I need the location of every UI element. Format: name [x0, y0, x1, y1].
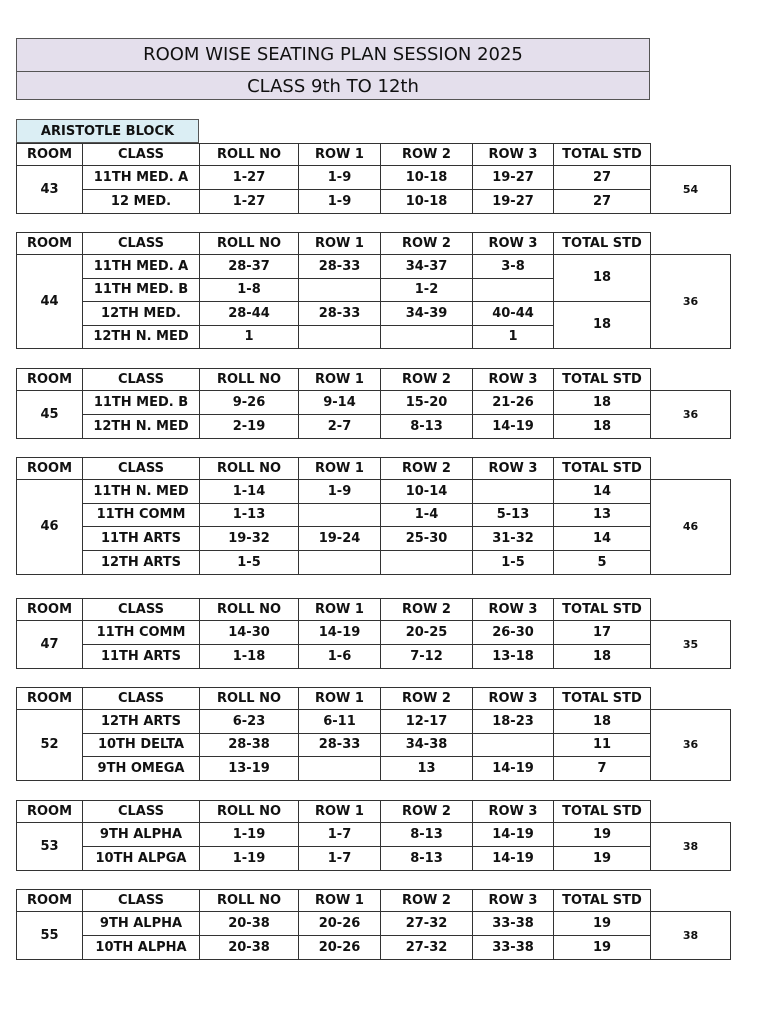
table-row: [17, 302, 731, 326]
table-row: [17, 645, 731, 669]
column-header: ROLL NO: [200, 233, 299, 255]
room-table-45: [16, 368, 731, 439]
page-subtitle: CLASS 9th TO 12th: [247, 76, 419, 97]
class-cell: 11TH MED. B: [83, 391, 200, 415]
total-std-cell: 14: [554, 480, 651, 504]
row1-cell: [299, 504, 381, 527]
column-header: TOTAL STD: [554, 890, 651, 912]
column-header: ROW 3: [473, 801, 554, 823]
header-spacer: [651, 599, 731, 621]
room-number: 46: [17, 480, 83, 575]
column-header: ROOM: [17, 369, 83, 391]
column-header: ROW 3: [473, 233, 554, 255]
class-cell: 10TH DELTA: [83, 734, 200, 757]
table-row: [17, 391, 731, 415]
room-table-52: [16, 687, 731, 781]
row3-cell: 18-23: [473, 710, 554, 734]
room-number: 44: [17, 255, 83, 349]
header-spacer: [651, 890, 731, 912]
row1-cell: 19-24: [299, 527, 381, 551]
row2-cell: 12-17: [381, 710, 473, 734]
column-header: ROW 1: [299, 233, 381, 255]
row3-cell: [473, 279, 554, 302]
class-cell: 11TH ARTS: [83, 527, 200, 551]
row3-cell: 13-18: [473, 645, 554, 669]
column-header: ROW 2: [381, 144, 473, 166]
row3-cell: 33-38: [473, 912, 554, 936]
class-cell: 11TH ARTS: [83, 645, 200, 669]
class-cell: 10TH ALPGA: [83, 847, 200, 871]
total-std-cell: 19: [554, 936, 651, 960]
column-header: ROLL NO: [200, 599, 299, 621]
row3-cell: [473, 734, 554, 757]
column-header: ROW 3: [473, 458, 554, 480]
roll-no-cell: 1-27: [200, 166, 299, 190]
column-header: CLASS: [83, 458, 200, 480]
class-cell: 11TH MED. A: [83, 166, 200, 190]
column-header: ROW 1: [299, 890, 381, 912]
row3-cell: 21-26: [473, 391, 554, 415]
room-number: 45: [17, 391, 83, 439]
row1-cell: 1-7: [299, 823, 381, 847]
class-cell: 12TH N. MED: [83, 415, 200, 439]
table-row: [17, 936, 731, 960]
column-header: TOTAL STD: [554, 688, 651, 710]
room-total: 38: [651, 823, 731, 871]
table-row: [17, 415, 731, 439]
page-title: ROOM WISE SEATING PLAN SESSION 2025: [17, 39, 649, 72]
table-row: [17, 847, 731, 871]
column-header: CLASS: [83, 801, 200, 823]
row1-cell: 1-9: [299, 480, 381, 504]
column-header: TOTAL STD: [554, 801, 651, 823]
roll-no-cell: 1-18: [200, 645, 299, 669]
roll-no-cell: 2-19: [200, 415, 299, 439]
column-header: ROW 3: [473, 599, 554, 621]
column-header: ROW 1: [299, 688, 381, 710]
table-row: [17, 504, 731, 527]
row1-cell: [299, 326, 381, 349]
total-std-cell: 5: [554, 551, 651, 575]
row2-cell: [381, 326, 473, 349]
column-header: ROW 2: [381, 233, 473, 255]
column-header: ROW 1: [299, 144, 381, 166]
room-table-55: [16, 889, 731, 960]
column-header: ROW 2: [381, 458, 473, 480]
row2-cell: 8-13: [381, 415, 473, 439]
room-table-46: [16, 457, 731, 575]
roll-no-cell: 1-19: [200, 847, 299, 871]
column-header: ROW 3: [473, 144, 554, 166]
table-row: [17, 255, 731, 279]
row1-cell: 20-26: [299, 936, 381, 960]
row1-cell: 28-33: [299, 302, 381, 326]
row1-cell: [299, 757, 381, 781]
class-cell: 11TH MED. B: [83, 279, 200, 302]
row1-cell: [299, 279, 381, 302]
title-box: [16, 38, 650, 100]
roll-no-cell: 1-8: [200, 279, 299, 302]
room-table-44: [16, 232, 731, 349]
row2-cell: 10-14: [381, 480, 473, 504]
row2-cell: 34-39: [381, 302, 473, 326]
room-total: 54: [651, 166, 731, 214]
column-header: ROW 1: [299, 369, 381, 391]
class-cell: 11TH COMM: [83, 621, 200, 645]
table-row: [17, 527, 731, 551]
class-cell: 12TH N. MED: [83, 326, 200, 349]
table-row: [17, 734, 731, 757]
roll-no-cell: 1: [200, 326, 299, 349]
roll-no-cell: 19-32: [200, 527, 299, 551]
row3-cell: 1-5: [473, 551, 554, 575]
row2-cell: 34-37: [381, 255, 473, 279]
row2-cell: 8-13: [381, 847, 473, 871]
row1-cell: 9-14: [299, 391, 381, 415]
room-number: 53: [17, 823, 83, 871]
column-header: ROW 3: [473, 369, 554, 391]
column-header: ROW 2: [381, 801, 473, 823]
column-header: ROW 3: [473, 688, 554, 710]
header-spacer: [651, 369, 731, 391]
column-header: ROOM: [17, 458, 83, 480]
roll-no-cell: 6-23: [200, 710, 299, 734]
row3-cell: 14-19: [473, 823, 554, 847]
header-spacer: [651, 458, 731, 480]
room-total: 36: [651, 391, 731, 439]
column-header: TOTAL STD: [554, 233, 651, 255]
column-header: ROW 2: [381, 369, 473, 391]
row1-cell: 20-26: [299, 912, 381, 936]
row3-cell: 19-27: [473, 166, 554, 190]
row2-cell: 34-38: [381, 734, 473, 757]
row2-cell: 27-32: [381, 912, 473, 936]
class-cell: 9TH ALPHA: [83, 912, 200, 936]
total-std-cell: 19: [554, 847, 651, 871]
roll-no-cell: 13-19: [200, 757, 299, 781]
column-header: ROOM: [17, 801, 83, 823]
column-header: ROW 1: [299, 801, 381, 823]
column-header: ROLL NO: [200, 369, 299, 391]
table-row: [17, 166, 731, 190]
row1-cell: 1-9: [299, 166, 381, 190]
column-header: ROLL NO: [200, 890, 299, 912]
row2-cell: 8-13: [381, 823, 473, 847]
column-header: ROOM: [17, 144, 83, 166]
row3-cell: 26-30: [473, 621, 554, 645]
table-row: [17, 823, 731, 847]
row2-cell: 1-2: [381, 279, 473, 302]
class-cell: 11TH MED. A: [83, 255, 200, 279]
column-header: CLASS: [83, 599, 200, 621]
table-row: [17, 621, 731, 645]
column-header: TOTAL STD: [554, 144, 651, 166]
row3-cell: 40-44: [473, 302, 554, 326]
column-header: ROOM: [17, 599, 83, 621]
room-number: 55: [17, 912, 83, 960]
class-cell: 9TH OMEGA: [83, 757, 200, 781]
row2-cell: 15-20: [381, 391, 473, 415]
header-spacer: [651, 144, 731, 166]
table-row: [17, 757, 731, 781]
class-cell: 12TH MED.: [83, 302, 200, 326]
room-total: 36: [651, 710, 731, 781]
column-header: ROOM: [17, 233, 83, 255]
column-header: ROW 2: [381, 890, 473, 912]
room-number: 43: [17, 166, 83, 214]
roll-no-cell: 1-14: [200, 480, 299, 504]
roll-no-cell: 1-19: [200, 823, 299, 847]
roll-no-cell: 20-38: [200, 912, 299, 936]
total-std-cell: 18: [554, 255, 651, 302]
class-cell: 12TH ARTS: [83, 710, 200, 734]
row2-cell: 25-30: [381, 527, 473, 551]
row3-cell: 3-8: [473, 255, 554, 279]
row1-cell: 28-33: [299, 255, 381, 279]
class-cell: 11TH N. MED: [83, 480, 200, 504]
row3-cell: 19-27: [473, 190, 554, 214]
column-header: ROW 2: [381, 599, 473, 621]
block-label: ARISTOTLE BLOCK: [16, 119, 199, 143]
class-cell: 11TH COMM: [83, 504, 200, 527]
row1-cell: [299, 551, 381, 575]
room-table-47: [16, 598, 731, 669]
column-header: ROW 1: [299, 599, 381, 621]
row1-cell: 14-19: [299, 621, 381, 645]
column-header: CLASS: [83, 688, 200, 710]
table-row: [17, 912, 731, 936]
header-spacer: [651, 688, 731, 710]
row3-cell: 33-38: [473, 936, 554, 960]
column-header: TOTAL STD: [554, 369, 651, 391]
total-std-cell: 18: [554, 391, 651, 415]
class-cell: 9TH ALPHA: [83, 823, 200, 847]
column-header: CLASS: [83, 369, 200, 391]
row1-cell: 2-7: [299, 415, 381, 439]
total-std-cell: 27: [554, 166, 651, 190]
header-spacer: [651, 233, 731, 255]
column-header: ROLL NO: [200, 458, 299, 480]
class-cell: 12 MED.: [83, 190, 200, 214]
row3-cell: 1: [473, 326, 554, 349]
total-std-cell: 19: [554, 912, 651, 936]
roll-no-cell: 14-30: [200, 621, 299, 645]
column-header: ROOM: [17, 890, 83, 912]
row3-cell: 5-13: [473, 504, 554, 527]
row2-cell: 10-18: [381, 190, 473, 214]
total-std-cell: 7: [554, 757, 651, 781]
column-header: CLASS: [83, 144, 200, 166]
class-cell: 10TH ALPHA: [83, 936, 200, 960]
row2-cell: 10-18: [381, 166, 473, 190]
row1-cell: 1-7: [299, 847, 381, 871]
row1-cell: 28-33: [299, 734, 381, 757]
roll-no-cell: 28-37: [200, 255, 299, 279]
row2-cell: 7-12: [381, 645, 473, 669]
total-std-cell: 18: [554, 645, 651, 669]
row3-cell: 14-19: [473, 757, 554, 781]
room-total: 35: [651, 621, 731, 669]
total-std-cell: 18: [554, 415, 651, 439]
room-total: 36: [651, 255, 731, 349]
total-std-cell: 27: [554, 190, 651, 214]
roll-no-cell: 20-38: [200, 936, 299, 960]
column-header: ROLL NO: [200, 688, 299, 710]
row3-cell: [473, 480, 554, 504]
table-row: [17, 190, 731, 214]
roll-no-cell: 1-13: [200, 504, 299, 527]
row2-cell: 13: [381, 757, 473, 781]
row1-cell: 1-6: [299, 645, 381, 669]
row3-cell: 14-19: [473, 415, 554, 439]
column-header: ROW 3: [473, 890, 554, 912]
row3-cell: 31-32: [473, 527, 554, 551]
column-header: ROLL NO: [200, 144, 299, 166]
row1-cell: 6-11: [299, 710, 381, 734]
column-header: CLASS: [83, 233, 200, 255]
room-total: 38: [651, 912, 731, 960]
header-spacer: [651, 801, 731, 823]
column-header: ROW 2: [381, 688, 473, 710]
room-total: 46: [651, 480, 731, 575]
row2-cell: 20-25: [381, 621, 473, 645]
total-std-cell: 17: [554, 621, 651, 645]
room-number: 52: [17, 710, 83, 781]
column-header: ROW 1: [299, 458, 381, 480]
roll-no-cell: 28-38: [200, 734, 299, 757]
total-std-cell: 13: [554, 504, 651, 527]
total-std-cell: 14: [554, 527, 651, 551]
roll-no-cell: 9-26: [200, 391, 299, 415]
class-cell: 12TH ARTS: [83, 551, 200, 575]
row2-cell: 27-32: [381, 936, 473, 960]
roll-no-cell: 1-27: [200, 190, 299, 214]
total-std-cell: 11: [554, 734, 651, 757]
column-header: TOTAL STD: [554, 599, 651, 621]
roll-no-cell: 1-5: [200, 551, 299, 575]
roll-no-cell: 28-44: [200, 302, 299, 326]
column-header: ROLL NO: [200, 801, 299, 823]
column-header: ROOM: [17, 688, 83, 710]
room-table-53: [16, 800, 731, 871]
room-number: 47: [17, 621, 83, 669]
row3-cell: 14-19: [473, 847, 554, 871]
table-row: [17, 480, 731, 504]
total-std-cell: 18: [554, 710, 651, 734]
total-std-cell: 19: [554, 823, 651, 847]
row1-cell: 1-9: [299, 190, 381, 214]
column-header: TOTAL STD: [554, 458, 651, 480]
column-header: CLASS: [83, 890, 200, 912]
row2-cell: [381, 551, 473, 575]
table-row: [17, 551, 731, 575]
total-std-cell: 18: [554, 302, 651, 349]
room-table-43: [16, 143, 731, 214]
row2-cell: 1-4: [381, 504, 473, 527]
table-row: [17, 710, 731, 734]
